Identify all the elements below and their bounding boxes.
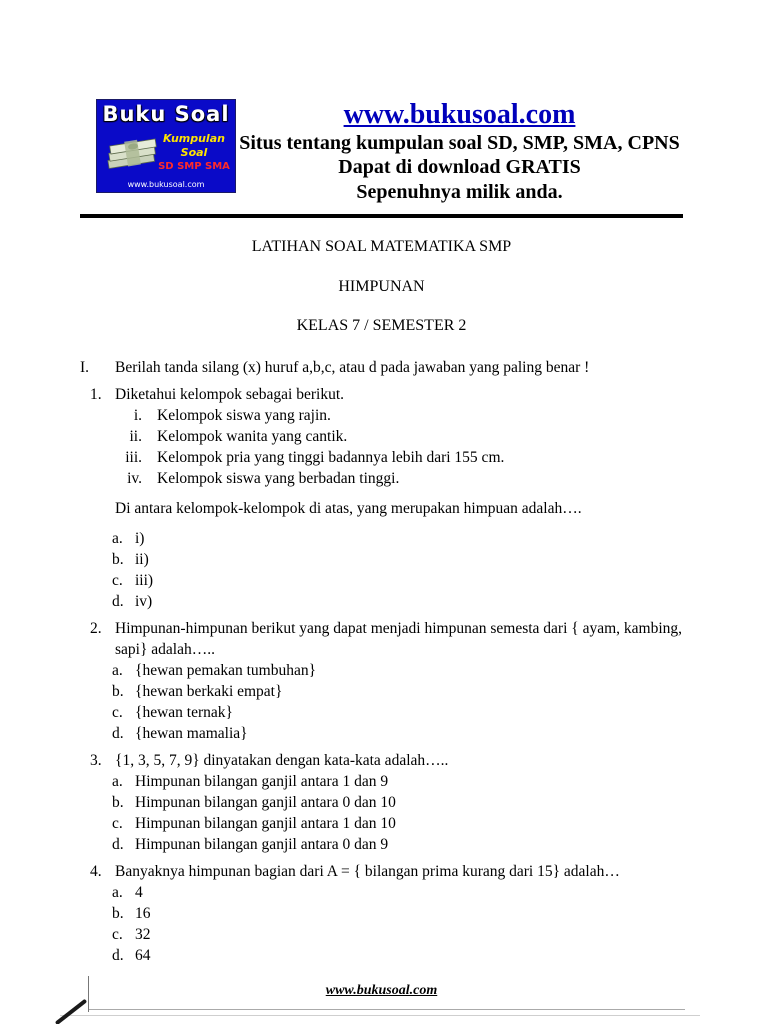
question-text: {1, 3, 5, 7, 9} dinyatakan dengan kata-kata adalah….. [115,751,449,769]
option-text: 32 [135,925,151,943]
subitem-text: Kelompok pria yang tinggi badannya lebih dari 155 cm. [157,448,505,466]
option-text: {hewan pemakan tumbuhan} [135,661,317,679]
scan-artifact-corner [55,999,87,1024]
section-number: I. [80,358,90,376]
option-text: Himpunan bilangan ganjil antara 1 dan 10 [135,814,396,832]
page-footer [80,981,683,999]
option-text: {hewan berkaki empat} [135,682,283,700]
question-row [90,750,683,771]
subitem-row [122,426,683,447]
question-prompt-row [115,498,683,519]
question-row [90,384,683,405]
option-row [112,882,683,903]
option-label: a. [112,529,123,547]
question-row [90,618,683,660]
document-title: LATIHAN SOAL MATEMATIKA SMP [251,237,512,255]
scan-artifact-hline [89,1009,685,1010]
option-row [112,723,683,744]
subitem-text: Kelompok siswa yang berbadan tinggi. [157,469,400,487]
option-text: 4 [135,883,143,901]
option-label: c. [112,925,123,943]
option-label: c. [112,571,123,589]
question-4 [80,861,683,966]
bukusoal-logo [96,99,236,193]
logo-middle [102,125,230,181]
option-label: b. [112,550,124,568]
option-label: d. [112,835,124,853]
option-row [112,660,683,681]
subitem-label: iii. [125,448,142,466]
subitem-label: i. [133,406,142,424]
option-label: c. [112,703,123,721]
question-text: Himpunan-himpunan berikut yang dapat menjadi himpunan semesta dari { ayam, kambing, sapi} adalah….. [115,619,683,658]
option-row [112,681,683,702]
logo-levels: SD SMP SMA [158,161,230,173]
option-label: b. [112,682,124,700]
option-row [112,771,683,792]
subitem-row [122,405,683,426]
question-prompt: Di antara kelompok-kelompok di atas, yang merupakan himpuan adalah…. [115,499,582,517]
question-number: 1. [90,385,102,403]
option-label: b. [112,793,124,811]
option-text: i) [135,529,145,547]
option-row [112,702,683,723]
option-row [112,834,683,855]
document-grade: KELAS 7 / SEMESTER 2 [296,316,467,334]
option-text: Himpunan bilangan ganjil antara 0 dan 10 [135,793,396,811]
option-text: Himpunan bilangan ganjil antara 1 dan 9 [135,772,389,790]
subitem-label: iv. [127,469,142,487]
scan-artifact-vline [88,976,89,1012]
option-row [112,549,683,570]
scan-artifact-bottomline [60,1015,700,1016]
page-header [80,99,683,205]
option-text: ii) [135,550,149,568]
option-label: a. [112,661,123,679]
option-row [112,813,683,834]
option-label: c. [112,814,123,832]
subitem-label: ii. [129,427,142,445]
header-tagline-2: Dapat di download GRATIS [338,156,581,179]
question-2 [80,618,683,744]
logo-url: www.bukusoal.com [127,180,205,190]
option-text: 64 [135,946,151,964]
section-instruction: Berilah tanda silang (x) huruf a,b,c, atau d pada jawaban yang paling benar ! [115,358,590,376]
option-label: a. [112,883,123,901]
logo-subtitle: Kumpulan Soal [163,131,225,160]
option-row [112,903,683,924]
option-text: {hewan mamalia} [135,724,248,742]
question-3 [80,750,683,855]
option-row [112,570,683,591]
option-text: iii) [135,571,154,589]
option-label: d. [112,724,124,742]
header-tagline-1: Situs tentang kumpulan soal SD, SMP, SMA, CPNS [239,131,680,154]
question-1 [80,384,683,612]
option-label: b. [112,904,124,922]
option-row [112,528,683,549]
question-number: 2. [90,619,102,637]
option-text: 16 [135,904,151,922]
header-site-link[interactable]: www.bukusoal.com [343,99,576,130]
question-number: 3. [90,751,102,769]
subitem-row [122,447,683,468]
document-subtitle: HIMPUNAN [338,277,425,295]
option-label: d. [112,592,124,610]
logo-right-block [158,132,230,175]
money-stack-icon [102,133,158,173]
question-number: 4. [90,862,102,880]
question-text: Banyaknya himpunan bagian dari A = { bilangan prima kurang dari 15} adalah… [115,862,620,880]
option-label: d. [112,946,124,964]
footer-site-link[interactable]: www.bukusoal.com [325,982,438,998]
option-text: iv) [135,592,153,610]
logo-title: Buku Soal [102,102,230,126]
question-row [90,861,683,882]
option-row [112,792,683,813]
option-row [112,591,683,612]
header-tagline-3: Sepenuhnya milik anda. [356,180,563,203]
subitem-row [122,468,683,489]
header-divider [80,214,683,218]
option-text: Himpunan bilangan ganjil antara 0 dan 9 [135,835,389,853]
section-row [80,357,683,378]
option-row [112,945,683,966]
subitem-text: Kelompok siswa yang rajin. [157,406,331,424]
subitem-text: Kelompok wanita yang cantik. [157,427,348,445]
question-text: Diketahui kelompok sebagai berikut. [115,385,344,403]
option-text: {hewan ternak} [135,703,233,721]
option-label: a. [112,772,123,790]
header-text-block [236,99,683,205]
option-row [112,924,683,945]
